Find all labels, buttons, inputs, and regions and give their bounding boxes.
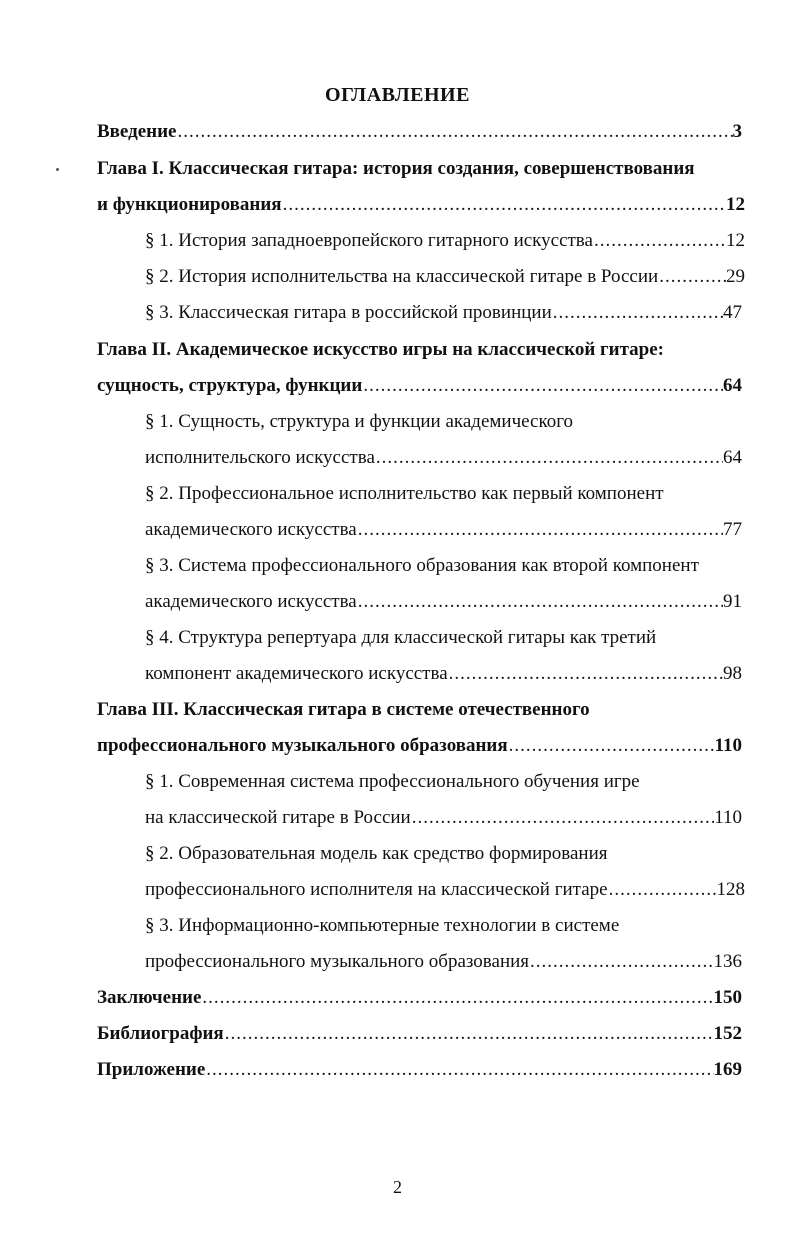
toc-entry-page: 128 — [716, 879, 745, 900]
toc-entry-label: профессионального музыкального образования — [97, 735, 508, 756]
toc-entry-label: Заключение — [97, 987, 202, 1008]
toc-entry-page: 29 — [726, 266, 745, 287]
toc-entry-label: Приложение — [97, 1059, 206, 1080]
toc-entry-label: академического искусства — [145, 591, 357, 612]
toc-entry-label: академического искусства — [145, 519, 357, 540]
toc-leader-dots — [357, 590, 723, 614]
toc-section-3-2-line1: § 2. Образовательная модель как средство формирования — [145, 843, 608, 864]
toc-section-2-3-line1: § 3. Система профессионального образования как второй компонент — [145, 555, 699, 576]
toc-leader-dots — [552, 301, 723, 325]
toc-section-2-1-line1: § 1. Сущность, структура и функции академического — [145, 411, 574, 432]
toc-section-3-2 — [145, 878, 745, 902]
scan-speck — [56, 168, 59, 171]
toc-entry-label: § 3. Классическая гитара в российской провинции — [145, 302, 552, 323]
toc-leader-dots — [658, 265, 726, 289]
toc-leader-dots — [608, 878, 717, 902]
toc-entry-page: 64 — [723, 375, 742, 396]
toc-entry-label: компонент академического искусства — [145, 663, 448, 684]
toc-entry-bibliography — [97, 1022, 742, 1046]
toc-entry-label: § 2. История исполнительства на классической гитаре в России — [145, 266, 659, 287]
toc-entry-label: профессионального исполнителя на классической гитаре — [145, 879, 608, 900]
toc-entry-label: § 1. История западноевропейского гитарного искусства — [145, 230, 593, 251]
toc-chapter-3 — [97, 734, 742, 758]
toc-leader-dots — [177, 120, 733, 144]
toc-leader-dots — [375, 446, 723, 470]
toc-entry-label: на классической гитаре в России — [145, 807, 411, 828]
toc-entry-conclusion — [97, 986, 742, 1010]
toc-section-2-2-line1: § 2. Профессиональное исполнительство как первый компонент — [145, 483, 664, 504]
toc-chapter-3-line1: Глава III. Классическая гитара в системе отечественного — [97, 699, 590, 720]
toc-chapter-2-line1: Глава II. Академическое искусство игры на классической гитаре: — [97, 339, 664, 360]
toc-entry-label: профессионального музыкального образования — [145, 951, 530, 972]
toc-section-2-4 — [145, 662, 742, 686]
toc-entry-intro — [97, 120, 742, 144]
toc-entry-label: Введение — [97, 121, 177, 142]
toc-section-3-1 — [145, 806, 742, 830]
toc-leader-dots — [411, 806, 714, 830]
toc-entry-page: 110 — [714, 807, 742, 828]
toc-leader-dots — [224, 1022, 714, 1046]
toc-section-1-2 — [145, 265, 745, 289]
toc-leader-dots — [593, 229, 726, 253]
toc-leader-dots — [362, 374, 723, 398]
toc-entry-page: 47 — [723, 302, 742, 323]
toc-entry-label: сущность, структура, функции — [97, 375, 363, 396]
toc-entry-page: 169 — [713, 1059, 742, 1080]
toc-section-2-1 — [145, 446, 742, 470]
toc-section-2-4-line1: § 4. Структура репертуара для классической гитары как третий — [145, 627, 657, 648]
toc-chapter-2 — [97, 374, 742, 398]
toc-entry-page: 150 — [713, 987, 742, 1008]
toc-chapter-1-line1: Глава I. Классическая гитара: история создания, совершенствования — [97, 158, 695, 179]
toc-entry-page: 152 — [713, 1023, 742, 1044]
toc-section-2-3 — [145, 590, 742, 614]
toc-entry-page: 77 — [723, 519, 742, 540]
toc-section-2-2 — [145, 518, 742, 542]
toc-entry-page: 110 — [714, 735, 742, 756]
toc-section-3-3 — [145, 950, 742, 974]
toc-entry-label: исполнительского искусства — [145, 447, 375, 468]
page-number: 2 — [393, 1177, 402, 1197]
toc-leader-dots — [282, 193, 726, 217]
toc-section-3-1-line1: § 1. Современная система профессионального обучения игре — [145, 771, 640, 792]
toc-entry-label: Библиография — [97, 1023, 224, 1044]
toc-leader-dots — [357, 518, 723, 542]
toc-leader-dots — [448, 662, 723, 686]
toc-entry-page: 12 — [726, 230, 745, 251]
toc-entry-page: 12 — [726, 194, 745, 215]
toc-entry-page: 3 — [732, 121, 742, 142]
toc-leader-dots — [508, 734, 715, 758]
toc-leader-dots — [201, 986, 713, 1010]
toc-section-1-1 — [145, 229, 745, 253]
toc-entry-page: 64 — [723, 447, 742, 468]
toc-leader-dots — [205, 1058, 713, 1082]
toc-entry-page: 91 — [723, 591, 742, 612]
toc-entry-label: и функционирования — [97, 194, 282, 215]
page-title: ОГЛАВЛЕНИЕ — [325, 84, 470, 106]
toc-section-1-3 — [145, 301, 742, 325]
toc-entry-page: 136 — [713, 951, 742, 972]
toc-leader-dots — [529, 950, 713, 974]
toc-chapter-1 — [97, 193, 745, 217]
toc-section-3-3-line1: § 3. Информационно-компьютерные технологии в системе — [145, 915, 620, 936]
toc-entry-appendix — [97, 1058, 742, 1082]
toc-entry-page: 98 — [723, 663, 742, 684]
